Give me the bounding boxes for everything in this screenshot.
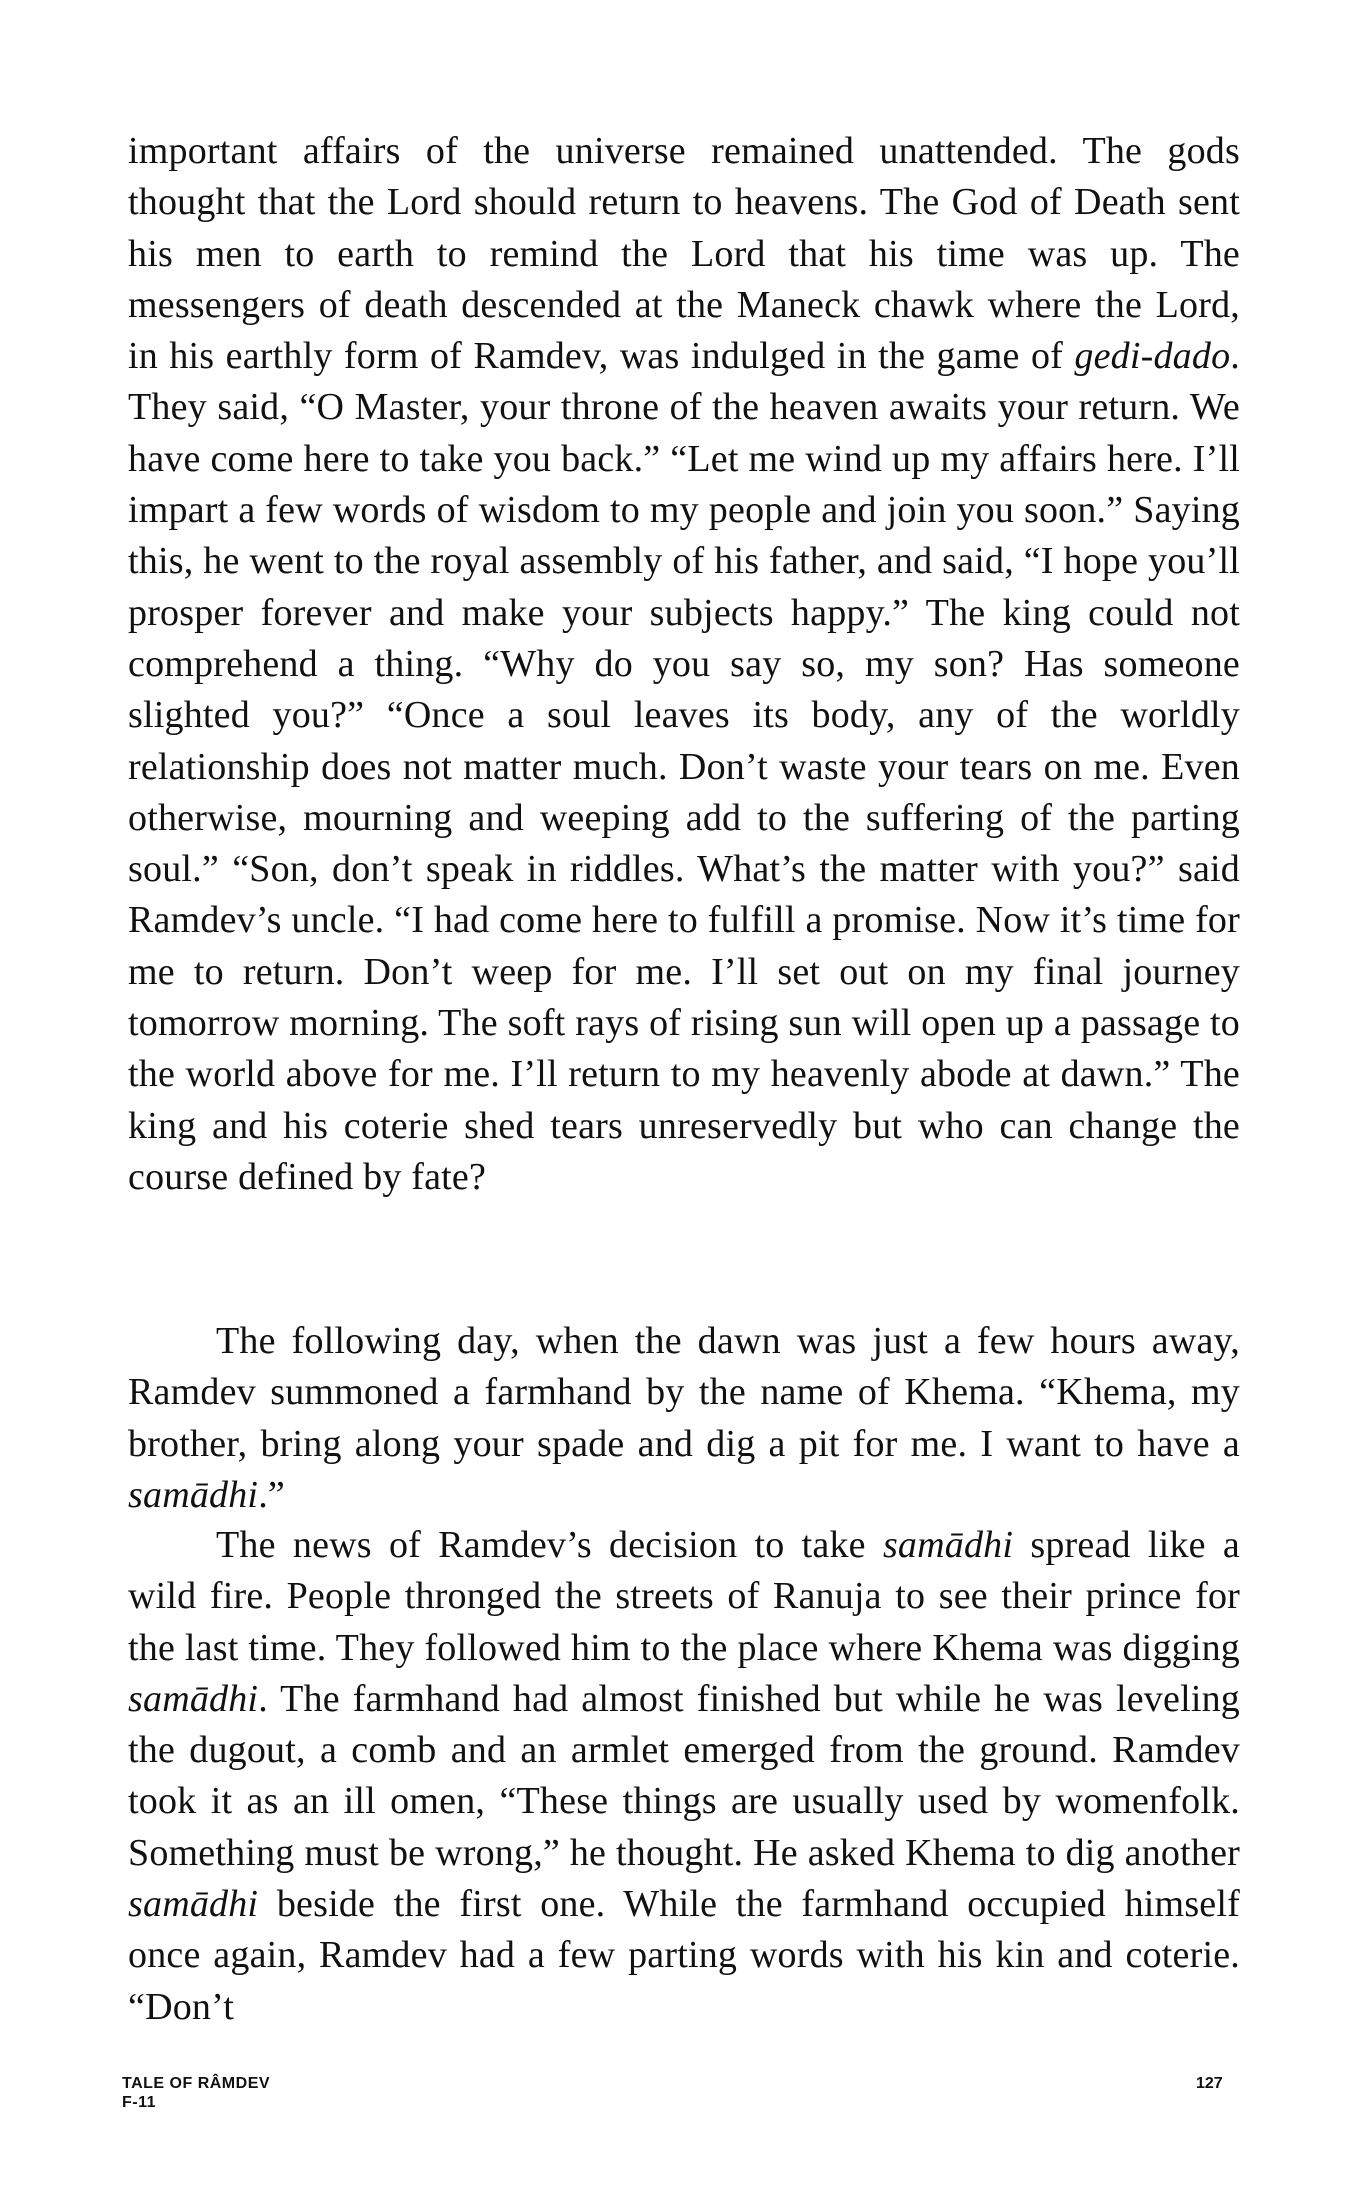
paragraph-text [128,1520,1240,2033]
italic-term-samadhi: samādhi [128,1473,259,1516]
italic-term-samadhi: samādhi [128,1883,259,1926]
text-run: .” [258,1473,285,1516]
text-run: important affairs of the universe remained unattended. The gods thought that the Lord should return to heavens. The God of Death sent his men to earth to remind the Lord that his time was up. The messengers of death descended at the Maneck chawk where the Lord, in his earthly form of Ramdev, was indulged in the game of [128,130,1240,378]
paragraph-text [128,126,1240,1203]
italic-term-samadhi: samādhi [128,1677,259,1720]
italic-term-samadhi: samādhi [882,1524,1014,1566]
paragraph-2 [128,1316,1240,1521]
text-run: spread like a wild fire. People thronged the streets of Ranuja to see their prince for the last time. They followed him to the place where Khema was digging [128,1524,1240,1669]
page-footer [122,2074,270,2112]
text-run: The following day, when the dawn was just a few hours away, Ramdev summoned a farmhand by the name of Khema. “Khema, my brother, bring along your spade and dig a pit for me. I want to have a [128,1320,1240,1465]
text-run: . They said, “O Master, your throne of the heaven awaits your return. We have come here to take you back.” “Let me wind up my affairs here. I’ll impart a few words of wisdom to my people and join you soon.” Saying this, he went to the royal assembly of his father, and said, “I hope you’ll prosper forever and make your subjects happy.” The king could not comprehend a thing. “Why do you say so, my son? Has someone slighted you?” “Once a soul leaves its body, any of the worldly relationship does not matter much. Don’t waste your tears on me. Even otherwise, mourning and weeping add to the suffering of the parting soul.” “Son, don’t speak in riddles. What’s the matter with you?” said Ramdev’s uncle. “I had come here to fulfill a promise. Now it’s time for me to return. Don’t weep for me. I’ll set out on my final journey tomorrow morning. The soft rays of rising sun will open up a passage to the world above for me. I’ll return to my heavenly abode at dawn.” The king and his coterie shed tears unreservedly but who can change the course defined by fate? [128,335,1240,1198]
paragraph-3 [128,1520,1240,2033]
text-run: The news of Ramdev’s decision to take [216,1524,883,1566]
text-run: beside the first one. While the farmhand occupied himself once again, Ramdev had a few parting words with his kin and coterie. “Don’t [128,1883,1240,2028]
paragraph-1 [128,126,1240,1203]
footer-signature: F-11 [122,2094,157,2111]
paragraph-text [128,1316,1240,1521]
text-run: . The farmhand had almost finished but while he was leveling the dugout, a comb and an armlet emerged from the ground. Ramdev took it as an ill omen, “These things are usually used by womenfolk. Something must be wrong,” he thought. He asked Khema to dig another [128,1677,1240,1874]
page-number: 127 [1196,2075,1223,2092]
italic-term-gedi-dado: gedi-dado [1074,335,1231,378]
footer-book-title: TALE OF RÂMDEV [122,2075,271,2092]
